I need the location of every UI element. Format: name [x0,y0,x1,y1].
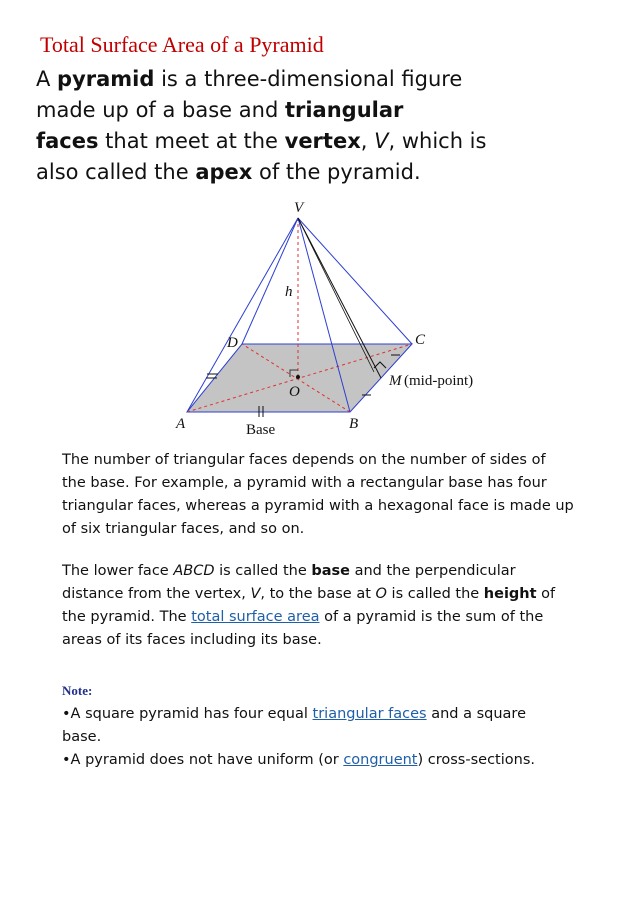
term-pyramid: pyramid [57,67,155,91]
term-apex: apex [195,160,253,184]
edge-vd [242,218,298,344]
label-m: M [389,373,402,389]
term-vertex: vertex [284,129,361,153]
label-b: B [349,416,359,432]
note-item-1: •A square pyramid has four equal triangular faces and a square [62,706,526,722]
triangular-faces-link[interactable]: triangular faces [312,706,427,722]
congruent-link[interactable]: congruent [343,752,418,768]
page-title: Total Surface Area of a Pyramid [40,32,324,57]
point-o [296,375,300,379]
base-height-paragraph: The lower face ABCD is called the base and the perpendicular distance from the vertex, V, to the base at O is called the height of the pyramid. The total surface area of a pyramid is the sum of the areas of its faces including its base. [62,563,556,648]
label-midpoint: (mid-point) [404,373,474,389]
intro-paragraph: A pyramid is a three-dimensional figure made up of a base and triangular faces that meet at the vertex, V, which is also called the apex of the pyramid. [36,67,487,184]
label-base: Base [246,422,276,438]
term-faces: faces [36,129,99,153]
label-a: A [176,416,186,432]
note-item-2: •A pyramid does not have uniform (or congruent) cross-sections. [62,752,535,768]
term-triangular: triangular [284,98,404,122]
note-list: •A square pyramid has four equal triangular faces and a square base. •A pyramid does not have uniform (or congruent) cross-sections. [62,703,622,772]
label-o: O [289,384,300,400]
label-h: h [285,284,293,300]
label-v: V [294,200,304,216]
label-d: D [227,335,238,351]
total-surface-area-link[interactable]: total surface area [191,609,320,625]
pyramid-diagram [160,196,520,446]
faces-paragraph: The number of triangular faces depends on the number of sides of the base. For example, a pyramid with a rectangular base has four triangular faces, whereas a pyramid with a hexagonal face is made up of six triangular faces, and so on. [62,452,574,537]
note-heading: Note: [62,683,93,698]
label-c: C [415,332,426,348]
